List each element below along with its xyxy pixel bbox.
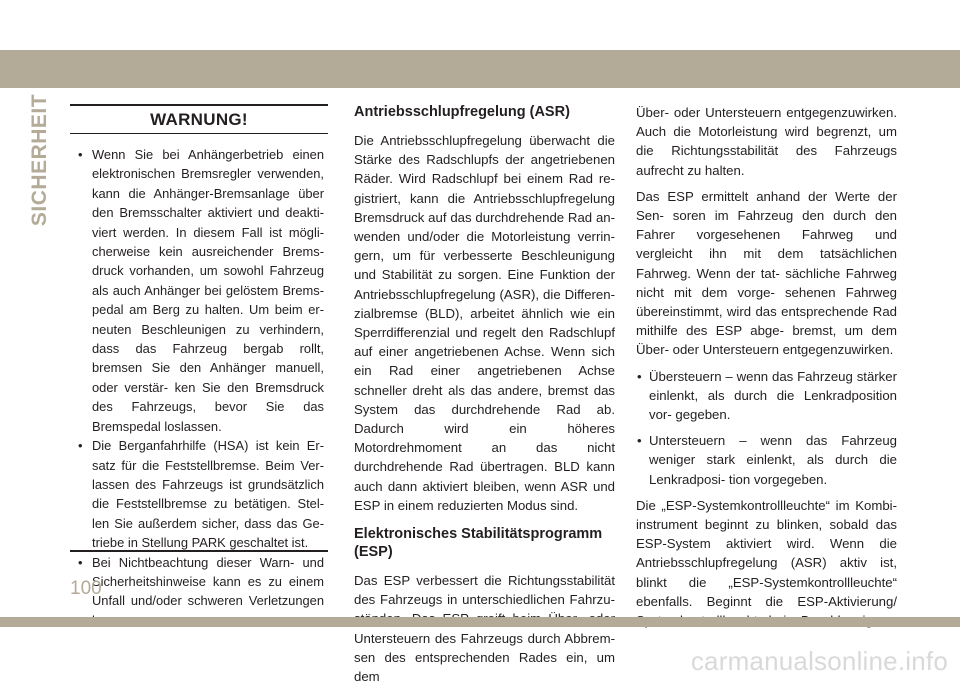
warning-item-text: Wenn Sie bei Anhängerbetrieb einen elektronischen Bremsregler verwenden, kann die Anhänger-Bremsanlage über den Bremsschalter aktiviert und deakti- viert werden. In diesem Fall ist mögli- cherweise kein ausreichender Brems- druck vorhanden, um sowohl Fahrzeug als auch Anhänger bei gelöstem Brems- pedal am Berg zu halten. Um beim er- neuten Beschleunigen zu verhindern, dass das Fahrzeug bergab rollt, bremsen Sie den Anhänger manuell, oder verstär- ken Sie den Bremsdruck des Fahrzeugs, bevor Sie das Bremspedal loslassen.	[92, 147, 324, 434]
bullet-item-understeer	[636, 431, 897, 489]
watermark: carmanualsonline.info	[690, 646, 948, 676]
heading-esp: Elektronisches Stabilitätsprogramm (ESP)	[354, 526, 603, 561]
bullet-icon: •	[78, 554, 83, 570]
bullet-icon: •	[637, 368, 642, 384]
bullet-icon: •	[637, 433, 642, 449]
paragraph-continued: Über- oder Untersteuern entgegenzuwirken. Auch die Motorleistung wird begrenzt, um die Richtungsstabilität des Fahrzeugs aufrecht zu halten.	[636, 105, 897, 178]
bullet-icon: •	[78, 147, 83, 162]
warning-item-text: Die Berganfahrhilfe (HSA) ist kein Er- satz für die Feststellbremse. Beim Ver- lassen des Fahrzeugs ist grundsätzlich die Feststellbremse zu betätigen. Stel- len Sie außerdem sicher, dass das Ge- triebe in Stellung PARK geschaltet ist.	[92, 438, 324, 551]
footer-stripe	[0, 617, 960, 627]
steering-bullet-list	[636, 367, 897, 489]
warning-item-text: Bei Nichtbeachtung dieser Warn- und Sicherheitshinweise kann es zu einem Unfall und/oder schweren Verletzungen	[92, 554, 324, 609]
paragraph-asr: Die Antriebsschlupfregelung überwacht die Stärke des Radschlupfs der angetriebenen Räder. Wird Radschlupf bei einem Rad re- gistriert, kann die Antriebsschlupfregelung Bremsdruck auf das durchdrehende Rad an- wenden und/oder die Motorleistung verrin- gern, um für verbesserte Beschleunigung und Stabilität zu sorgen. Eine Funktion der Antriebsschlupfregelung (ASR), die Differen- zialbremse (BLD), arbeitet ähnlich wie ein Sperrdifferenzial und regelt den Radschlupf auf einer angetriebenen Achse. Wenn sich ein Rad einer angetriebenen Achse schneller dreht als das andere, bremst das System das durchdrehende Rad ab. Dadurch wird ein höheres Motordrehmoment an das nicht durchdrehende Rad übertragen. BLD kann auch dann aktiviert bleiben, wenn ASR und ESP in einem reduzierten Modus sind.	[354, 133, 615, 513]
paragraph-esp: Das ESP verbessert die Richtungsstabilität des Fahrzeugs in unterschiedlichen Fahrzu- Untersteuern des Fahrzeugs durch Abbrem- sen des entsprechenden Rades ein, um dem	[354, 573, 615, 685]
bullet-item-oversteer	[636, 367, 897, 425]
warning-title: WARNUNG!	[70, 106, 328, 134]
heading-asr: Antriebsschlupfregelung (ASR)	[354, 104, 570, 120]
top-margin	[0, 0, 960, 50]
header-stripe	[0, 50, 960, 88]
section-tab-label: SICHERHEIT	[28, 93, 51, 227]
right-column	[636, 103, 897, 630]
middle-column	[354, 103, 615, 686]
bullet-item-text: Übersteuern – wenn das Fahrzeug stärker einlenkt, als durch die Lenkradposition vor- gegeben.	[649, 368, 897, 423]
bullet-item-text: Untersteuern – wenn das Fahrzeug weniger stark einlenkt, als durch die Lenkradposi- tion vorgegeben.	[649, 433, 897, 487]
paragraph-esp-indicator: Die „ESP-Systemkontrollleuchte“ im Kombi- instrument beginnt zu blinken, sobald das ESP-System aktiviert wird. Wenn die Antriebsschlupfregelung (ASR) aktiv ist, blinkt die „ESP-Systemkontrollleuchte“ ebenfalls. Beginnt die ESP-Aktivierung/	[636, 497, 897, 609]
bullet-icon: •	[78, 438, 83, 454]
warning-item	[76, 436, 324, 552]
warning-list	[70, 134, 328, 630]
paragraph-esp-sensors: Das ESP ermittelt anhand der Werte der Sen- soren im Fahrzeug den durch den Fahrer vorgesehenen Fahrweg und vergleicht ihn mit dem tatsächlichen Fahrweg. Wenn der tat- sächliche Fahrweg nicht mit dem vorge- sehenen Fahrweg übereinstimmt, wird das entsprechende Rad mithilfe des ESP abge- bremst, um dem Über- oder Untersteuern entgegenzuwirken.	[636, 188, 897, 358]
page-number: 100	[70, 578, 102, 599]
warning-item	[76, 145, 324, 436]
section-tab	[26, 93, 54, 227]
